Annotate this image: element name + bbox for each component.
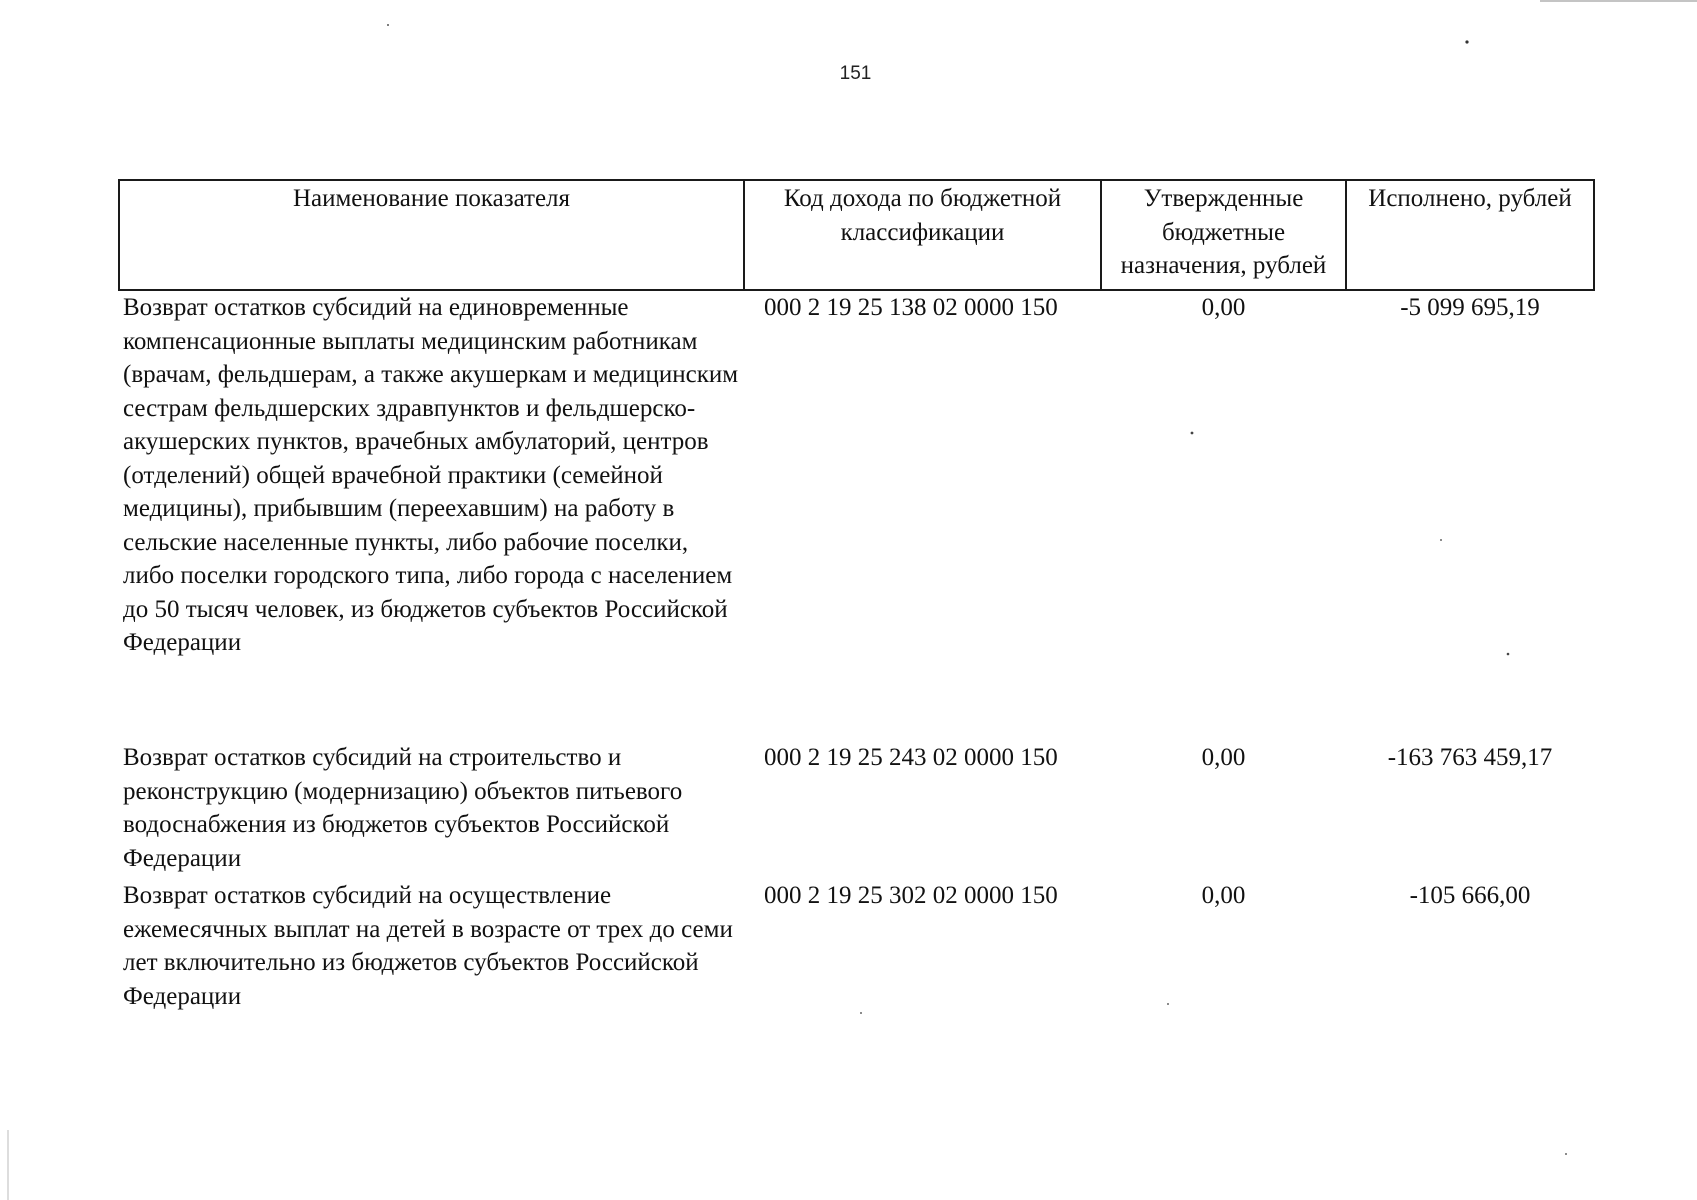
income-code-cell: 000 2 19 25 138 02 0000 150 bbox=[764, 294, 1058, 321]
header-income-code: Код дохода по бюджетной классификации bbox=[744, 180, 1101, 290]
income-code-cell: 000 2 19 25 302 02 0000 150 bbox=[764, 882, 1058, 909]
table-body bbox=[119, 290, 1594, 1019]
page-number: 151 bbox=[839, 63, 872, 84]
executed-amount-cell: -163 763 459,17 bbox=[1387, 744, 1553, 771]
indicator-name-cell: Возврат остатков субсидий на единовременные компенсационные выплаты медицинским работникам (врачам, фельдшерам, а также акушеркам и медицинским сестрам фельдшерских здравпунктов и фельдшерско-акушерских пунктов, врачебных амбулаторий, центров (отделений) общей врачебной практики (семейной медицины), прибывшим (переехавшим) на работу в сельские населенные пункты, либо рабочие поселки, либо поселки городского типа, либо города с населением до 50 тысяч человек, из бюджетов субъектов Российской Федерации bbox=[123, 294, 739, 656]
executed-amount-cell: -105 666,00 bbox=[1409, 882, 1531, 909]
approved-amount-cell: 0,00 bbox=[1201, 744, 1246, 771]
page-number-container bbox=[0, 63, 1697, 85]
approved-amount-cell: 0,00 bbox=[1201, 294, 1246, 321]
header-indicator-name: Наименование показателя bbox=[119, 180, 744, 290]
header-executed: Исполнено, рублей bbox=[1346, 180, 1594, 290]
income-code-cell: 000 2 19 25 243 02 0000 150 bbox=[764, 744, 1058, 771]
indicator-name-cell: Возврат остатков субсидий на осуществление ежемесячных выплат на детей в возрасте от трех до семи лет включительно из бюджетов субъектов Российской Федерации bbox=[123, 882, 733, 1010]
table-row bbox=[119, 879, 1594, 1019]
header-row bbox=[119, 180, 1594, 290]
table-row bbox=[119, 741, 1594, 879]
budget-execution-table bbox=[118, 179, 1595, 1019]
header-approved-appropriations: Утвержденные бюджетные назначения, рублей bbox=[1101, 180, 1346, 290]
table-header bbox=[119, 180, 1594, 290]
table-row bbox=[119, 290, 1594, 741]
executed-amount-cell: -5 099 695,19 bbox=[1400, 294, 1540, 321]
approved-amount-cell: 0,00 bbox=[1201, 882, 1246, 909]
indicator-name-cell: Возврат остатков субсидий на строительство и реконструкцию (модернизацию) объектов питьевого водоснабжения из бюджетов субъектов Российской Федерации bbox=[123, 744, 683, 872]
